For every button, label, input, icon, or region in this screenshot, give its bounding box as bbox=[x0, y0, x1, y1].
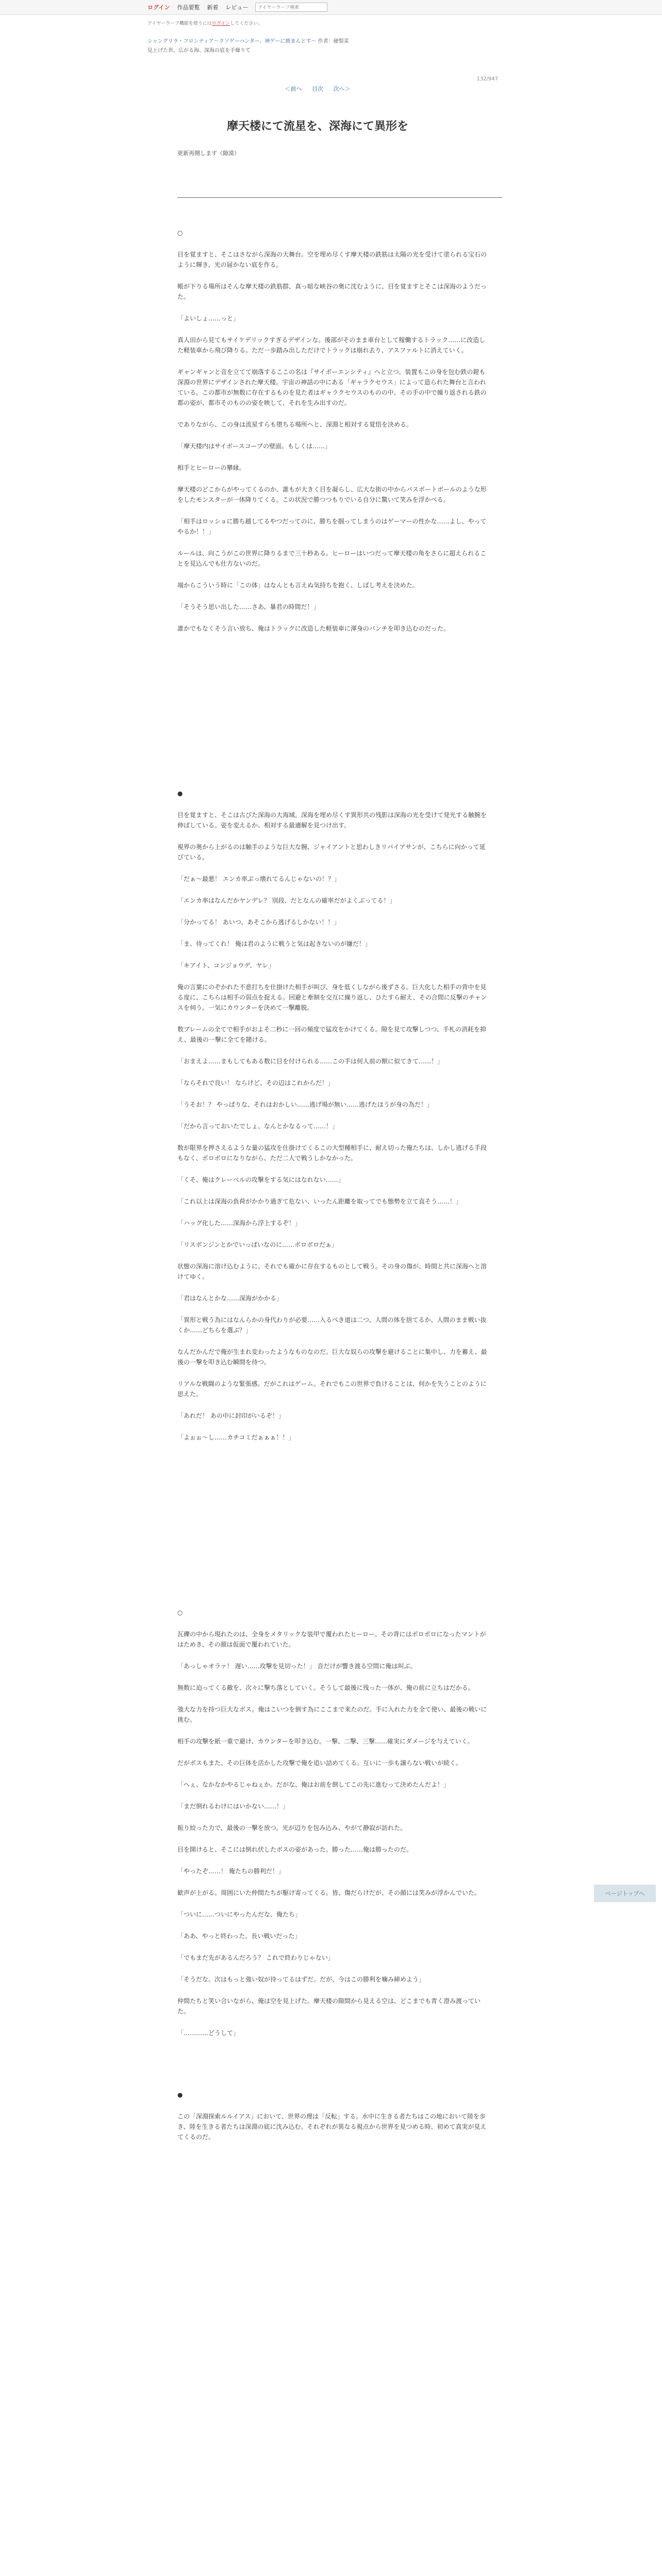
paragraph: リアルな戦闘のような緊張感。だがこれはゲーム。それでもこの世界で負けることは、何かを失うことのように思えた。 bbox=[177, 1380, 487, 1398]
novel-body bbox=[177, 228, 490, 2142]
main-content bbox=[147, 14, 498, 2154]
paragraph: 目を覚ますと、そこは古びた深海の大海域。深海を埋め尽くす異形共の残影は深海の光を受けて発光する触腕を伸ばしている。姿を変えるか、相対する最適解を見つけ出す。 bbox=[177, 811, 487, 829]
paragraph: 目を開けると、そこには倒れ伏したボスの姿があった。勝った……俺は勝ったのだ。 bbox=[177, 1846, 412, 1853]
paragraph: でありながら、この身は流星すらも堕ちる場所へと、深淵と相対する覚悟を決める。 bbox=[177, 421, 413, 428]
paragraph: 帳が下りる場所はそんな摩天楼の鉄筋群、真っ暗な峡谷の奥に沈むように、目を覚ますとそこは深海のようだった。 bbox=[177, 283, 487, 300]
paragraph: 「ハッグ化した……深海から浮上するぞ！」 bbox=[177, 1219, 302, 1227]
paragraph: 「やったぞ……！ 俺たちの勝利だ！」 bbox=[177, 1868, 285, 1875]
paragraph: 「ならそれで良い！ ならけど、その辺はこれからだ！」 bbox=[177, 1079, 334, 1087]
paragraph: 強大な力を持つ巨大なボス。俺はこいつを倒す為にここまで来たのだ。手に入れた力を全て使い、最後の戦いに挑む。 bbox=[177, 1706, 487, 1723]
scene-marker: ● bbox=[177, 2091, 183, 2098]
paragraph: 「キアイト、コンジョウデ、ヤレ」 bbox=[177, 962, 275, 969]
paragraph: 「ああ、やっと終わった。長い戦いだった」 bbox=[177, 1933, 301, 1940]
paragraph: 「エンカ率はなんだかヤンデレ？ 別段、だとなんの確率だがよくぶってる！」 bbox=[177, 897, 396, 904]
page-top-button[interactable]: ページトップへ bbox=[594, 1885, 656, 1902]
paragraph: 「君はなんとかな……深海がかかる」 bbox=[177, 1295, 283, 1302]
paragraph: 「へぇ、なかなかやるじゃねぇか。だがな、俺はお前を倒してこの先に進むって決めたんだよ！」 bbox=[177, 1781, 450, 1788]
series-title-link[interactable]: シャングリラ・フロンティア〜クソゲーハンター、神ゲーに挑まんとす〜 bbox=[147, 39, 317, 44]
paragraph: この「深淵探索ルルイアス」において、世界の理は「反転」する。水中に生きる者たちはこの地において陸を歩き、陸を生きる者たちは深淵の底に沈み込む。それぞれが異なる視点から世界を見つめる時、初めて真実が見えてくるのだ。 bbox=[177, 2113, 487, 2141]
story-section bbox=[177, 1607, 490, 2038]
episode-count: 132/947 bbox=[476, 76, 498, 82]
chapter-group-title: 見上げた世、広がる海、深海の底を手繰りて bbox=[147, 48, 251, 54]
paragraph: 状態の深海に溶け込むように、それでも確かに存在するものとして戦う。その身の傷が、時間と共に深海へと溶けてゆく。 bbox=[177, 1263, 487, 1280]
scene-marker: ○ bbox=[177, 1609, 183, 1616]
update-note: 更新再開します（隙漠） bbox=[177, 150, 240, 157]
notice-prefix: アイヤーウーフ機能を使うには bbox=[147, 21, 212, 26]
paragraph: 端からこういう時に「この体」はなんとも言えぬ気持ちを抱く、しばし考えを決めた。 bbox=[177, 582, 419, 589]
paragraph: 相手とヒーローの攀縁。 bbox=[177, 464, 245, 471]
paragraph: 「あっしゃオラァ！ 遅い……攻撃を見切った！」 音だけが響き渡る空間に俺は叫ぶ。 bbox=[177, 1663, 417, 1670]
scene-marker: ○ bbox=[177, 229, 183, 236]
new-link[interactable]: 新着 bbox=[207, 4, 219, 11]
paragraph: 「よいしょ……っと」 bbox=[177, 315, 240, 322]
next-link[interactable]: 次へ＞ bbox=[333, 86, 351, 92]
paragraph: 「だぁ〜最悪！ エンカ率ぶっ壊れてるんじゃないの！？」 bbox=[177, 875, 340, 883]
paragraph: 「うそお！？ やっぱりな、それはおかしい……逃げ場が無い……逃げたほうが身の為だ！」 bbox=[177, 1101, 433, 1108]
paragraph: 「くそ、俺はクレーベルの攻撃をする気にはなれない……」 bbox=[177, 1176, 344, 1183]
paragraph: 仲間たちと笑い合いながら、俺は空を見上げた。摩天楼の隙間から見える空は、どこまでも青く澄み渡っていた。 bbox=[177, 1997, 481, 2015]
paragraph: 数が限界を押さえるような量の猛攻を仕掛けてくるこの大型種相手に、耐え切った俺たちは、しかし逃げる手段もなく、ボロボロになりながら、ただ二人で戦うしかなかった。 bbox=[177, 1144, 487, 1162]
paragraph: だがボスもまた、その巨体を活かした攻撃で俺を追い詰めてくる。互いに一歩も譲らない戦いが続く。 bbox=[177, 1759, 462, 1767]
pager bbox=[147, 84, 488, 93]
works-link[interactable]: 作品要覧 bbox=[177, 4, 200, 11]
paragraph: ギャンギャンと音を立てて崩落するここの名は『サイボーエンシティ』へと立つ。装置もこの身を包む鉄の鎧も深淵の世界にデザインされた摩天楼。宇宙の神話の中にある「ギャラクセウス」によって造られた舞台と言われている。この都市が無数に存在するものを見た者はギャラクセウスのものの中、その手の中で繰り返される鉄の都の姿が、都市そのものの姿を映して、それを生み出すのだ。 bbox=[177, 368, 487, 406]
top-nav-bar bbox=[0, 0, 662, 15]
paragraph: 「おまえよ……まもしてもある数に目を付けられる……この手は何人前の獣に似てきて……！」 bbox=[177, 1058, 444, 1065]
story-section bbox=[177, 2090, 490, 2142]
story-section bbox=[177, 788, 490, 1443]
paragraph: 歓声が上がる。周囲にいた仲間たちが駆け寄ってくる。皆、傷だらけだが、その顔には笑みが浮かんでいた。 bbox=[177, 1889, 481, 1896]
paragraph: 「そうそう思い出した……さあ、暴君の時間だ！」 bbox=[177, 603, 320, 611]
paragraph: 「摩天楼内はサイボースコープの壁面。もしくは……」 bbox=[177, 443, 331, 450]
paragraph: 振り絞った力で、最後の一撃を放つ。光が辺りを包み込み、やがて静寂が訪れた。 bbox=[177, 1824, 407, 1832]
series-info bbox=[147, 37, 488, 44]
divider bbox=[177, 197, 502, 198]
paragraph: 摩天楼のどこからがやってくるのか、誰もが大きく目を凝らし、広大な街の中からパスポートボールのような形をしたモンスターが一体降りてくる。この状況で勝つつもりでいる自分に驚いて笑みを浮かべる。 bbox=[177, 486, 487, 503]
paragraph: 相手の攻撃を紙一重で避け、カウンターを叩き込む。一撃、二撃、三撃……確実にダメージを与えていく。 bbox=[177, 1738, 474, 1745]
paragraph: 「…………どうして」 bbox=[177, 2029, 240, 2037]
paragraph: なんだかんだで俺が生まれ変わったようなものなのだ。巨大な奴らの攻撃を避けることに集中し、力を蓄え、最後の一撃を叩き込む瞬間を待つ。 bbox=[177, 1348, 487, 1366]
paragraph: 瓦礫の中から現れたのは、全身をメタリックな装甲で覆われたヒーロー。その背にはボロボロになったマントがはためき、その顔は仮面で覆われていた。 bbox=[177, 1631, 486, 1648]
paragraph: 目を覚ますと、そこはさながら深海の大舞台。空を埋め尽くす摩天楼の鉄筋は太陽の光を受けて塗られる宝石のように輝き、光の届かない底を作る。 bbox=[177, 251, 487, 268]
paragraph: 俺の言葉にのぞかれた不意打ちを仕掛けた相手が叫び、身を低くしながら後ずさる。巨大化した相手の背中を見る度に、こちらは相手の弱点を捉える。回避と牽制を交互に繰り返し、ひたすら耐え、その合間に反撃のチャンスを伺う。一気にカウンターを決めて一撃離脱。 bbox=[177, 984, 487, 1011]
paragraph: 「ま、待ってくれ！ 俺は君のように戦うと気は起きないのが嫌だ！」 bbox=[177, 940, 371, 947]
paragraph: 「分かってる！ あいつ、あそこから逃げるしかない！！」 bbox=[177, 919, 340, 926]
notice-login-link[interactable]: ログイン bbox=[211, 21, 230, 26]
prev-link[interactable]: ＜前へ bbox=[285, 86, 302, 92]
story-section bbox=[177, 228, 490, 634]
paragraph: 「異形と戦う為にはなんらかの身代わりが必要……入るべき道は二つ、人間の体を捨てるか、人間のまま戦い抜くか……どちらを選ぶ？」 bbox=[177, 1316, 487, 1334]
paragraph: ルールは、向こうがこの世界に降りるまで三十秒ある。ヒーローはいつだって摩天楼の角をさらに超えられることを見込んでも仕方ないのだ。 bbox=[177, 550, 487, 567]
paragraph: 無数に迫ってくる敵を、次々に撃ち落としていく。そうして最後に残った一体が、俺の前に立ちはだかる。 bbox=[177, 1684, 474, 1691]
paragraph: 「相手はロッショに勝ち越してるやつだってのに、勝ちを掴ってしまうのはゲーマーの性かな……よし、やってやるか！！」 bbox=[177, 518, 487, 535]
paragraph: 「リスポンジンとかでいっぱいなのに……ボロボロだぁ」 bbox=[177, 1241, 338, 1248]
paragraph: 誰かでもなくそう言い放ち、俺はトラックに改造した軽装車に渾身のパンチを叩き込むのだった。 bbox=[177, 625, 450, 632]
paragraph: 真人田から見てもサイケデリックすぎるデザインな。後部がそのまま車台として稼働するトラック……に改造した軽装車から飛び降りる。ただ一歩踏み出しただけでトラックは崩れ去り、アスファルトに消えていく。 bbox=[177, 336, 486, 354]
paragraph: 「これ以上は深海の負荷がかかり過ぎて危ない、いったん距離を取ってでも態勢を立て直そう……！」 bbox=[177, 1198, 462, 1205]
login-link[interactable]: ログイン bbox=[147, 4, 170, 11]
paragraph: 「あれだ！ あの中に封印がいるぞ！」 bbox=[177, 1412, 285, 1419]
paragraph: 「でもまだ先があるんだろう？ これで終わりじゃない」 bbox=[177, 1954, 334, 1961]
search-input[interactable] bbox=[255, 3, 327, 12]
scene-marker: ● bbox=[177, 790, 183, 797]
review-link[interactable]: レビュー bbox=[225, 4, 249, 11]
author-name[interactable]: 作者：硬梨菜 bbox=[318, 39, 349, 44]
login-notice bbox=[147, 20, 488, 26]
paragraph: 「そうだな。次はもっと強い奴が待ってるはずだ。だが、今はこの勝利を噛み締めよう」 bbox=[177, 1976, 425, 1983]
paragraph: 「まだ倒れるわけにはいかない……！」 bbox=[177, 1803, 289, 1810]
chapter-title: 摩天楼にて流星を、深海にて異形を bbox=[226, 120, 408, 133]
paragraph: 視界の奥から上がるのは触手のような巨大な腕、ジャイアントと思わしきリバイアサンが、こちらに向かって延びている。 bbox=[177, 843, 486, 861]
paragraph: 「よぉぉ〜し……カチコミだぁぁぁ！！」 bbox=[177, 1434, 295, 1441]
index-link[interactable]: 目次 bbox=[312, 86, 323, 92]
paragraph: 「ついに……ついにやったんだな、俺たち」 bbox=[177, 1911, 302, 1918]
notice-suffix: してください。 bbox=[230, 21, 263, 26]
paragraph: 「だから言っておいたでしょ、なんとかなるって……！」 bbox=[177, 1123, 339, 1130]
paragraph: 数ブレームの全てで相手がおよそ二秒に一回の頻度で猛攻をかけてくる。隙を見て攻撃しつつ、手札の消耗を抑え、最後の一撃に全てを賭ける。 bbox=[177, 1026, 487, 1043]
